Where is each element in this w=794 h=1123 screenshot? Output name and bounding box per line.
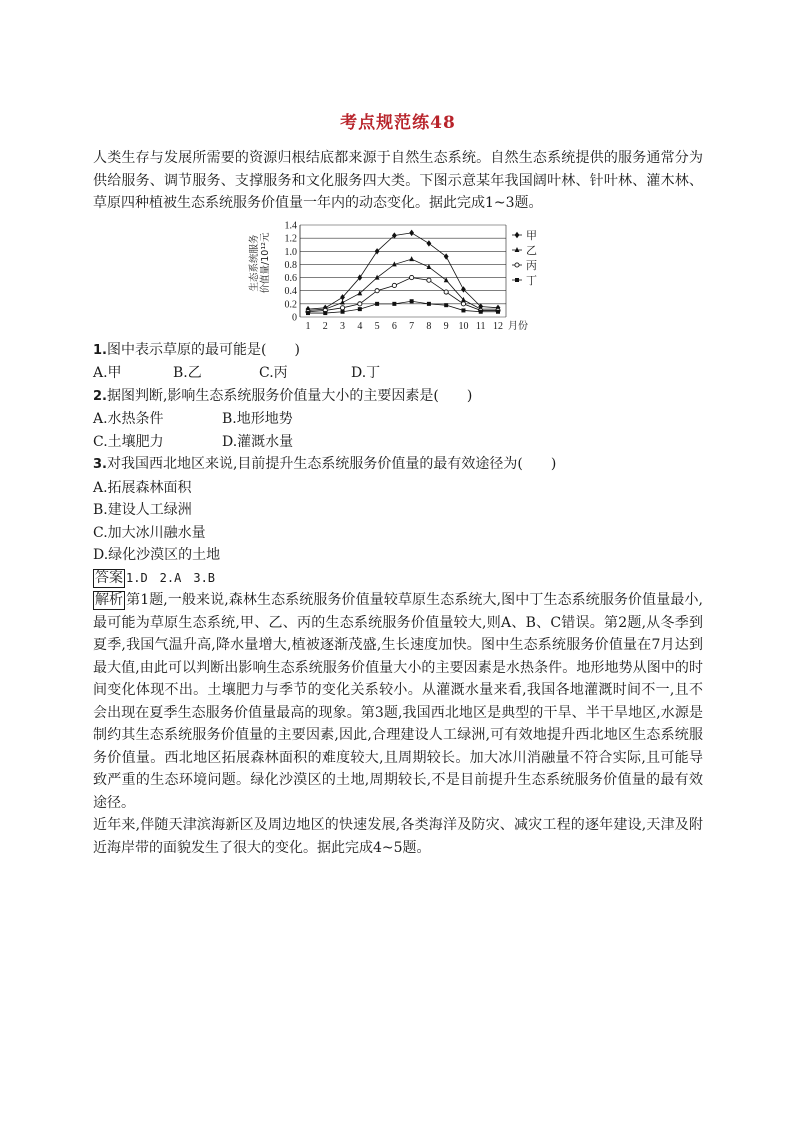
- data-point: [515, 262, 519, 266]
- data-point: [358, 307, 362, 311]
- question-text: 图中表示草原的最可能是( ): [106, 341, 300, 358]
- data-point: [515, 278, 519, 282]
- legend-label: 乙: [526, 243, 537, 257]
- y-tick-label: 0.4: [284, 285, 297, 297]
- question-1: [93, 339, 703, 385]
- chart-svg: [243, 217, 543, 339]
- data-point: [375, 301, 379, 305]
- data-point: [323, 311, 327, 315]
- y-tick-label: 0: [292, 312, 297, 323]
- analysis-paragraph: [93, 589, 703, 814]
- answer-tag: 答案: [95, 569, 123, 586]
- data-point: [358, 301, 362, 305]
- y-tick-label: 0.8: [284, 259, 297, 271]
- x-tick-label: 4: [357, 320, 363, 332]
- question-2: [93, 385, 703, 454]
- legend-label: 甲: [526, 228, 537, 242]
- x-tick-label: 3: [340, 320, 346, 332]
- data-point: [427, 301, 431, 305]
- question-3: [93, 453, 703, 567]
- y-tick-label: 0.2: [284, 298, 297, 310]
- data-point: [409, 229, 414, 235]
- y-tick-label: 0.6: [284, 272, 297, 284]
- series-line: [308, 277, 498, 311]
- intro-paragraph: 人类生存与发展所需要的资源归根结底都来源于自然生态系统。自然生态系统提供的服务通常分为供给服务、调节服务、支撑服务和文化服务四大类。下图示意某年我国阔叶林、针叶林、灌木林、草原四种植被生态系统服务价值量一年内的动态变化。据此完成1~3题。: [93, 150, 703, 211]
- data-point: [392, 301, 396, 305]
- y-tick-label: 1.0: [284, 246, 297, 258]
- legend-label: 丁: [526, 273, 537, 287]
- question-number: 1.: [93, 342, 107, 358]
- series-line: [308, 232, 498, 308]
- x-axis-label: 月份: [508, 320, 528, 332]
- data-point: [444, 289, 448, 293]
- data-point: [409, 256, 414, 261]
- x-tick-label: 2: [322, 320, 328, 332]
- data-point: [340, 305, 344, 309]
- answer-text: 1.D 2.A 3.B: [126, 570, 216, 585]
- data-point: [427, 278, 431, 282]
- x-tick-label: 1: [305, 320, 311, 332]
- x-tick-label: 5: [374, 320, 380, 332]
- data-point: [410, 299, 414, 303]
- x-tick-label: 6: [391, 320, 397, 332]
- data-point: [392, 232, 397, 238]
- data-point: [496, 309, 500, 313]
- data-point: [479, 309, 483, 313]
- data-point: [461, 301, 465, 305]
- analysis-tag: 解析: [95, 592, 123, 608]
- option: A.水热条件: [93, 411, 164, 427]
- x-tick-label: 8: [426, 320, 432, 332]
- data-point: [461, 286, 466, 292]
- option: C.丙: [259, 365, 288, 381]
- x-tick-label: 9: [443, 320, 449, 332]
- data-point: [375, 274, 380, 279]
- question-number: 2.: [93, 388, 107, 404]
- option: C.加大冰川融水量: [93, 524, 206, 541]
- data-point: [410, 275, 414, 279]
- data-point: [515, 247, 520, 252]
- answer-line: [93, 567, 703, 590]
- question-text: 据图判断,影响生态系统服务价值量大小的主要因素是( ): [106, 387, 473, 404]
- y-tick-label: 1.4: [284, 220, 297, 231]
- data-point: [444, 253, 449, 259]
- option: A.拓展森林面积: [93, 479, 192, 496]
- x-tick-label: 10: [458, 320, 469, 332]
- data-point: [306, 311, 310, 315]
- y-tick-label: 1.2: [284, 233, 297, 245]
- data-point: [461, 308, 465, 312]
- analysis-text: 第1题,一般来说,森林生态系统服务价值量较草原生态系统大,图中丁生态系统服务价值量最小,最可能为草原生态系统,甲、乙、丙的生态系统服务价值量较大,则A、B、C错误。第2题,从冬季到夏季,我国气温升高,降水量增大,植被逐渐茂盛,生长速度加快。图中生态系统服务价值量在7月达到最大值,由此可以判断出影响生态系统服务价值量大小的主要因素是水热条件。地形地势从图中的时间变化体现不出。土壤肥力与季节的变化关系较小。从灌溉水量来看,我国各地灌溉时间不一,且不会出现在夏季生态服务价值量最高的现象。第3题,我国西北地区是典型的干旱、半干旱地区,水源是制约其生态系统服务价值量的主要因素,因此,合理建设人工绿洲,可有效地提升西北地区生态系统服务价值量。西北地区拓展森林面积的难度较大,且周期较长。加大冰川消融量不符合实际,且可能导致严重的生态环境问题。绿化沙漠区的土地,周期较长,不是目前提升生态系统服务价值量的最有效途径。: [93, 592, 703, 811]
- data-point: [341, 309, 345, 313]
- x-tick-label: 12: [493, 320, 503, 332]
- x-tick-label: 7: [409, 320, 415, 332]
- data-point: [357, 290, 362, 295]
- option: B.地形地势: [222, 411, 293, 427]
- data-point: [515, 231, 520, 237]
- data-point: [444, 303, 448, 307]
- question-text: 对我国西北地区来说,目前提升生态系统服务价值量的最有效途径为( ): [106, 456, 557, 472]
- line-chart: [93, 217, 703, 339]
- option: D.丁: [351, 365, 381, 381]
- data-point: [444, 277, 449, 282]
- option: B.乙: [173, 365, 202, 381]
- y-axis-label: 价值量/10¹²元: [260, 232, 271, 293]
- option: B.建设人工绿洲: [93, 502, 192, 518]
- page-title: 考点规范练48: [340, 113, 456, 133]
- option: C.土壤肥力: [93, 433, 164, 450]
- x-tick-label: 11: [475, 320, 486, 332]
- next-intro-paragraph: 近年来,伴随天津滨海新区及周边地区的快速发展,各类海洋及防灾、减灾工程的逐年建设,天津及附近海岸带的面貌发生了很大的变化。据此完成4~5题。: [93, 817, 703, 856]
- question-number: 3.: [93, 457, 107, 472]
- option: D.绿化沙漠区的土地: [93, 547, 221, 563]
- worksheet-page: [93, 108, 703, 859]
- data-point: [392, 283, 396, 287]
- option: A.甲: [93, 365, 122, 381]
- data-point: [427, 240, 432, 246]
- legend-label: 丙: [526, 258, 537, 272]
- option: D.灌溉水量: [222, 433, 294, 450]
- y-axis-label: 生态系统服务: [249, 233, 260, 292]
- data-point: [375, 288, 379, 292]
